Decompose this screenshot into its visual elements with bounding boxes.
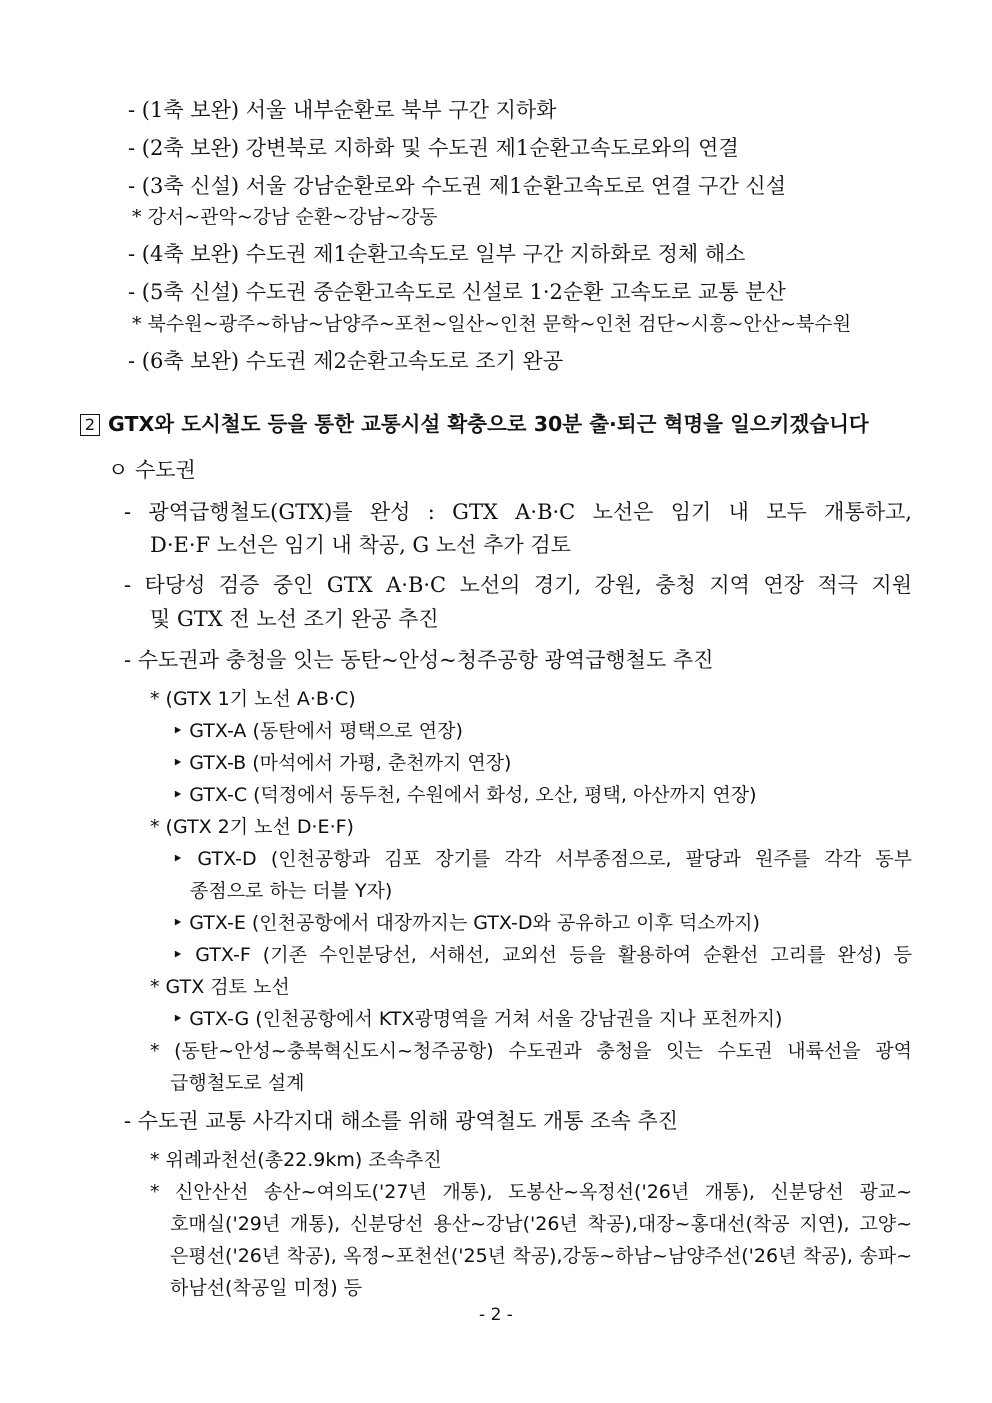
page-number: - 2 - [479, 1305, 513, 1325]
gtx-c-item: ‣ GTX-C (덕정에서 동두천, 수원에서 화성, 오산, 평택, 아산까지 연장) [172, 784, 757, 806]
extension-line-1: - 타당성 검증 중인 GTX A·B·C 노선의 경기, 강원, 충청 지역 연장 적극 지원 [124, 573, 912, 597]
inland-line-1: * (동탄~안성~충북혁신도시~청주공항) 수도권과 충청을 잇는 수도권 내륙선을 광역 [150, 1040, 912, 1062]
gtx-a-item: ‣ GTX-A (동탄에서 평택으로 연장) [172, 720, 463, 742]
gtx-e-item: ‣ GTX-E (인천공항에서 대장까지는 GTX-D와 공유하고 이후 덕소까지) [172, 912, 760, 934]
gtx-g-item: ‣ GTX-G (인천공항에서 KTX광명역을 거쳐 서울 강남권을 지나 포천까지) [172, 1008, 783, 1030]
gtx-b-item: ‣ GTX-B (마석에서 가평, 춘천까지 연장) [172, 752, 512, 774]
section-heading [80, 410, 869, 438]
chungcheong-line: - 수도권과 충청을 잇는 동탄~안성~청주공항 광역급행철도 추진 [124, 648, 714, 672]
gtx2-header: * (GTX 2기 노선 D·E·F) [150, 816, 354, 838]
review-header: * GTX 검토 노선 [150, 976, 290, 998]
axis-note-3: * 강서~관악~강남 순환~강남~강동 [132, 206, 438, 228]
lines-line-2: 호매실('29년 개통), 신분당선 용산~강남('26년 착공),대장~홍대선(착공 지연), 고양~ [170, 1213, 912, 1235]
region-label: ㅇ 수도권 [108, 458, 196, 482]
lines-line-1: * 신안산선 송산~여의도('27년 개통), 도봉산~옥정선('26년 개통), 신분당선 광교~ [150, 1181, 912, 1203]
gtx-d-item-line-2: 종점으로 하는 더블 Y자) [190, 880, 393, 902]
axis-item-1: - (1축 보완) 서울 내부순환로 북부 구간 지하화 [128, 98, 557, 122]
gtx1-header: * (GTX 1기 노선 A·B·C) [150, 688, 356, 710]
section-title: GTX와 도시철도 등을 통한 교통시설 확충으로 30분 출·퇴근 혁명을 일으키겠습니다 [108, 412, 869, 436]
gtx-d-item-line-1: ‣ GTX-D (인천공항과 김포 장기를 각각 서부종점으로, 팔당과 원주를 각각 동부 [172, 848, 912, 870]
axis-item-5: - (5축 신설) 수도권 중순환고속도로 신설로 1·2순환 고속도로 교통 분산 [128, 280, 786, 304]
axis-item-4: - (4축 보완) 수도권 제1순환고속도로 일부 구간 지하화로 정체 해소 [128, 242, 746, 266]
gtx-complete-line-1: - 광역급행철도(GTX)를 완성 : GTX A·B·C 노선은 임기 내 모두 개통하고, [124, 500, 912, 524]
section-number-box: 2 [80, 414, 100, 436]
gtx-complete-line-2: D·E·F 노선은 임기 내 착공, G 노선 추가 검토 [150, 533, 571, 557]
axis-item-3: - (3축 신설) 서울 강남순환로와 수도권 제1순환고속도로 연결 구간 신설 [128, 174, 787, 198]
axis-item-6: - (6축 보완) 수도권 제2순환고속도로 조기 완공 [128, 349, 564, 373]
gtx-f-item: ‣ GTX-F (기존 수인분당선, 서해선, 교외선 등을 활용하여 순환선 고리를 완성) 등 [172, 944, 912, 966]
axis-item-2: - (2축 보완) 강변북로 지하화 및 수도권 제1순환고속도로와의 연결 [128, 136, 739, 160]
wirye-line: * 위례과천선(총22.9km) 조속추진 [150, 1149, 442, 1171]
blind-spot-line: - 수도권 교통 사각지대 해소를 위해 광역철도 개통 조속 추진 [124, 1109, 679, 1133]
lines-line-4: 하남선(착공일 미정) 등 [170, 1277, 363, 1299]
inland-line-2: 급행철도로 설계 [170, 1072, 305, 1094]
axis-note-5: * 북수원~광주~하남~남양주~포천~일산~인천 문학~인천 검단~시흥~안산~북수원 [132, 313, 852, 335]
lines-line-3: 은평선('26년 착공), 옥정~포천선('25년 착공),강동~하남~남양주선('26년 착공), 송파~ [170, 1245, 912, 1267]
extension-line-2: 및 GTX 전 노선 조기 완공 추진 [150, 607, 439, 631]
